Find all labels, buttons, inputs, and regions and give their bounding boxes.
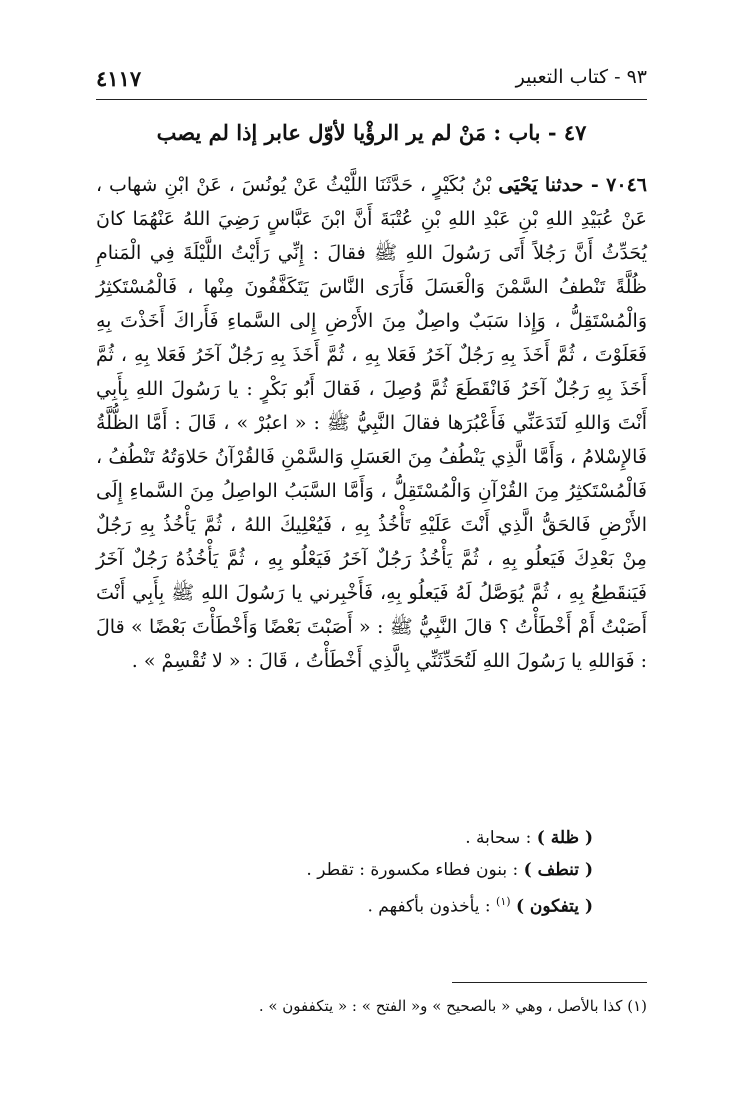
hadith-paragraph: ٧٠٤٦ - حدثنا يَحْيَى بْنُ بُكَيْرٍ ، حَدَّثَنَا اللَّيْثُ عَنْ يُونُسَ ، عَنْ ابْنِ شهاب ، عَنْ عُبَيْدِ اللهِ بْنِ عَبْدِ اللهِ بْنِ عُتْبَةَ أَنَّ ابْنَ عَبَّاسٍ رَضِيَ اللهُ عَنْهُمَا كانَ يُحَدِّثُ أَنَّ رَجُلاً أَتَى رَسُولَ اللهِ ﷺ فقالَ : إِنِّي رَأَيْتُ اللَّيْلَةَ فِي الْمَنامِ ظُلَّةً تَنْطفُ السَّمْنَ وَالْعَسَلَ فَأَرَى النَّاسَ يَتَكَفَّفُونَ مِنْها ، فَالْمُسْتَكثِرُ وَالْمُسْتَقِلُّ ، وَإِذا سَبَبٌ واصِلٌ مِنَ الأَرْضِ إِلى السَّماءِ فَأَراكَ أَخَذْتَ بِهِ فَعَلَوْتَ ، ثُمَّ أَخَذَ بِهِ رَجُلٌ آخَرُ فَعَلا بِهِ ، ثُمَّ أَخَذَ بِهِ رَجُلٌ آخَرُ فَعَلا بِهِ ، ثُمَّ أَخَذَ بِهِ رَجُلٌ آخَرُ فَانْقَطَعَ ثُمَّ وُصِلَ ، فَقالَ أَبُو بَكْرٍ : يا رَسُولَ اللهِ بِأَبِي أَنْتَ وَاللهِ لَتَدَعَنِّي فَأَعْبُرَها فقالَ النَّبِيُّ ﷺ : « اعبُرْ » ، قَالَ : أَمَّا الظُّلَّةُ فَالإِسْلامُ ، وَأَمَّا الَّذِي يَنْطُفُ مِنَ العَسَلِ وَالسَّمْنِ فَالقُرْآنُ حَلاوَتُهُ تَنْطُفُ ، فَالْمُسْتَكثِرُ مِنَ القُرْآنِ وَالْمُسْتَقِلُّ ، وَأَمَّا السَّبَبُ الواصِلُ مِنَ السَّماءِ إِلَى الأَرْضِ فَالحَقُّ الَّذِي أَنْتَ عَلَيْهِ تَأْخُذُ بِهِ ، فَيُعْلِيكَ اللهُ ، ثُمَّ يَأْخُذُ بِهِ رَجُلٌ مِنْ بَعْدِكَ فَيَعلُو بِهِ ، ثُمَّ يَأْخُذُ رَجُلٌ آخَرُ فَيَعْلُو بِهِ ، ثُمَّ يَأْخُذُهُ رَجُلٌ آخَرُ فَيَنقَطِعُ بِهِ ، ثُمَّ يُوَصَّلُ لَهُ فَيَعلُو بِهِ، فَأَخْبِرني يا رَسُولَ اللهِ ﷺ بِأَبِي أَنْتَ أَصَبْتُ أَمْ أَخْطَأْتُ ؟ قالَ النَّبِيُّ ﷺ : « أَصَبْتَ بَعْضًا وَأَخْطَأْتَ بَعْضًا » قالَ : فَوَاللهِ يا رَسُولَ اللهِ لَتُحَدِّثَنِّي بِالَّذِي أَخْطَأْتُ ، قَالَ : « لا تُقْسِمْ » . xyxy=(96,174,647,672)
glossary-term: ( ظلة ) xyxy=(536,828,593,848)
hadith-number: ٧٠٤٦ xyxy=(606,174,647,196)
glossary-definition: : بنون فطاء مكسورة : تقطر . xyxy=(306,860,519,880)
glossary xyxy=(96,822,593,923)
running-title: ٩٣ - كتاب التعبير xyxy=(515,66,647,88)
glossary-term: ( يتفكون ) xyxy=(515,896,593,917)
glossary-entry xyxy=(96,822,593,854)
footnote-marker: (١) xyxy=(496,895,511,908)
narrator-lead: حدثنا يَحْيَى xyxy=(498,174,584,196)
glossary-term: ( تنطف ) xyxy=(523,860,593,880)
glossary-entry xyxy=(96,854,593,886)
running-header xyxy=(96,66,647,96)
chapter-heading: ٤٧ - باب : مَنْ لم ير الرؤْيا لأوّل عابر إذا لم يصب xyxy=(156,120,587,145)
glossary-entry xyxy=(96,886,593,923)
glossary-definition: : يأخذون بأكفهم . xyxy=(367,896,491,917)
hadith-body xyxy=(96,168,647,678)
footnote-divider xyxy=(452,982,647,983)
glossary-definition: : سحابة . xyxy=(465,828,532,848)
hadith-text: بْنُ بُكَيْرٍ ، حَدَّثَنَا اللَّيْثُ عَنْ يُونُسَ ، عَنْ ابْنِ شهاب ، عَنْ عُبَيْدِ اللهِ بْنِ عَبْدِ اللهِ بْنِ عُتْبَةَ أَنَّ ابْنَ عَبَّاسٍ رَضِيَ اللهُ عَنْهُمَا كانَ يُحَدِّثُ أَنَّ رَجُلاً أَتَى رَسُولَ اللهِ ﷺ فقالَ : إِنِّي رَأَيْتُ اللَّيْلَةَ فِي الْمَنامِ ظُلَّةً تَنْطفُ السَّمْنَ وَالْعَسَلَ فَأَرَى النَّاسَ يَتَكَفَّفُونَ مِنْها ، فَالْمُسْتَكثِرُ وَالْمُسْتَقِلُّ ، وَإِذا سَبَبٌ واصِلٌ مِنَ الأَرْضِ إِلى السَّماءِ فَأَراكَ أَخَذْتَ بِهِ فَعَلَوْتَ ، ثُمَّ أَخَذَ بِهِ رَجُلٌ آخَرُ فَعَلا بِهِ ، ثُمَّ أَخَذَ بِهِ رَجُلٌ آخَرُ فَعَلا بِهِ ، ثُمَّ أَخَذَ بِهِ رَجُلٌ آخَرُ فَانْقَطَعَ ثُمَّ وُصِلَ ، فَقالَ أَبُو بَكْرٍ : يا رَسُولَ اللهِ بِأَبِي أَنْتَ وَاللهِ لَتَدَعَنِّي فَأَعْبُرَها فقالَ النَّبِيُّ ﷺ : « اعبُرْ » ، قَالَ : أَمَّا الظُّلَّةُ فَالإِسْلامُ ، وَأَمَّا الَّذِي يَنْطُفُ مِنَ العَسَلِ وَالسَّمْنِ فَالقُرْآنُ حَلاوَتُهُ تَنْطُفُ ، فَالْمُسْتَكثِرُ مِنَ القُرْآنِ وَالْمُسْتَقِلُّ ، وَأَمَّا السَّبَبُ الواصِلُ مِنَ السَّماءِ إِلَى الأَرْضِ فَالحَقُّ الَّذِي أَنْتَ عَلَيْهِ تَأْخُذُ بِهِ ، فَيُعْلِيكَ اللهُ ، ثُمَّ يَأْخُذُ بِهِ رَجُلٌ مِنْ بَعْدِكَ فَيَعلُو بِهِ ، ثُمَّ يَأْخُذُ رَجُلٌ آخَرُ فَيَعْلُو بِهِ ، ثُمَّ يَأْخُذُهُ رَجُلٌ آخَرُ فَيَنقَطِعُ بِهِ ، ثُمَّ يُوَصَّلُ لَهُ فَيَعلُو بِهِ، فَأَخْبِرني يا رَسُولَ اللهِ ﷺ بِأَبِي أَنْتَ أَصَبْتُ أَمْ أَخْطَأْتُ ؟ قالَ النَّبِيُّ ﷺ : « أَصَبْتَ بَعْضًا وَأَخْطَأْتَ بَعْضًا » قالَ : فَوَاللهِ يا رَسُولَ اللهِ لَتُحَدِّثَنِّي بِالَّذِي أَخْطَأْتُ ، قَالَ : « لا تُقْسِمْ » . xyxy=(96,174,647,672)
footnote: (١) كذا بالأصل ، وهي « بالصحيح » و« الفتح » : « يتكففون » . xyxy=(258,997,647,1015)
page-number: ٤١١٧ xyxy=(96,66,142,91)
header-divider xyxy=(96,99,647,100)
